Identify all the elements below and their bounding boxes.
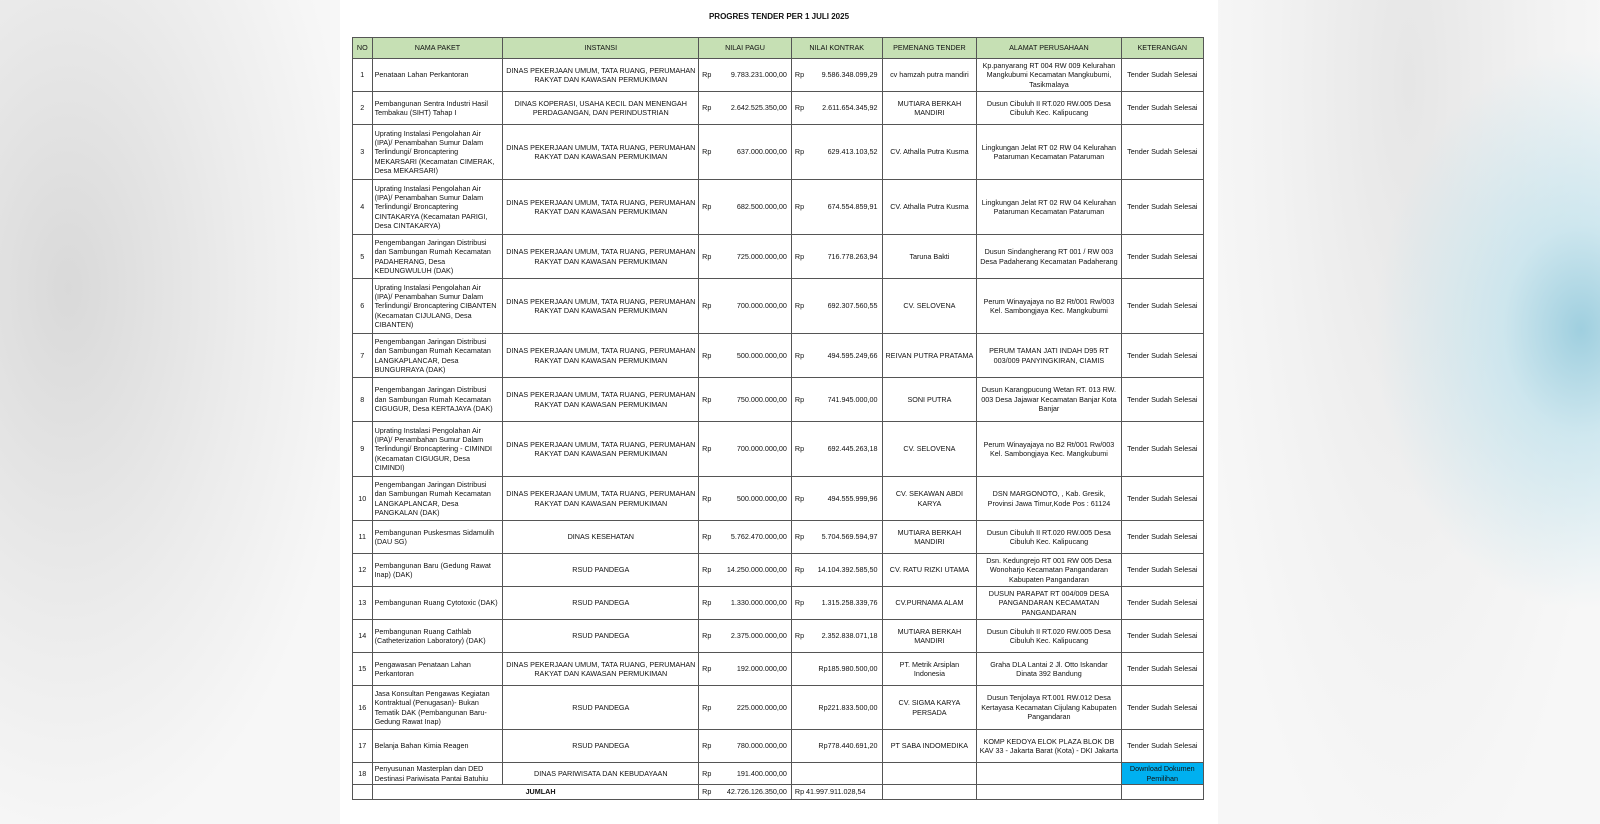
cell-nilai-pagu-wrap: [699, 741, 791, 750]
cell-nilai-kontrak-wrap: [792, 741, 882, 750]
cell-keterangan: Tender Sudah Selesai: [1121, 620, 1203, 653]
cell-instansi: DINAS PEKERJAAN UMUM, TATA RUANG, PERUMAHAN RAKYAT DAN KAWASAN PERMUKIMAN: [503, 235, 699, 279]
cell-instansi: RSUD PANDEGA: [503, 587, 699, 620]
cell-nama-paket: Uprating Instalasi Pengolahan Air (IPA)/ Penambahan Sumur Dalam Terlindungi/ Broncaptering - CIMINDI (Kecamatan CIGUGUR, Desa CIMINDI): [372, 422, 503, 477]
cell-alamat-perusahaan: Dusun Karangpucung Wetan RT. 013 RW. 003 Desa Jajawar Kecamatan Banjar Kota Banjar: [977, 378, 1121, 422]
cell-keterangan: Tender Sudah Selesai: [1121, 125, 1203, 180]
table-row: [353, 587, 1204, 620]
cell-nilai-kontrak: [791, 653, 882, 686]
cell-nilai-kontrak: [791, 521, 882, 554]
cell-instansi: DINAS PEKERJAAN UMUM, TATA RUANG, PERUMAHAN RAKYAT DAN KAWASAN PERMUKIMAN: [503, 59, 699, 92]
cell-nama-paket: Penyusunan Masterplan dan DED Destinasi Pariwisata Pantai Batuhiu: [372, 763, 503, 785]
cell-nama-paket: Penataan Lahan Perkantoran: [372, 59, 503, 92]
table-row: [353, 92, 1204, 125]
cell-nilai-kontrak: [791, 587, 882, 620]
cell-nilai-pagu-value: 191.400.000,00: [736, 768, 787, 778]
cell-nilai-kontrak-wrap: [792, 395, 882, 404]
cell-nilai-kontrak: [791, 477, 882, 521]
cell-nilai-pagu-value: 750.000.000,00: [736, 394, 787, 404]
total-nilai-kontrak-value: Rp 41.997.911.028,54: [794, 787, 866, 797]
cell-pemenang-tender: CV. SELOVENA: [882, 422, 977, 477]
total-cell-no: [353, 785, 373, 800]
cell-nilai-kontrak-currency: Rp: [794, 565, 805, 575]
cell-nilai-pagu: [699, 477, 792, 521]
total-nilai-pagu-value: 42.726.126.350,00: [726, 787, 787, 797]
cell-nilai-pagu-wrap: [699, 147, 791, 156]
cell-nilai-kontrak-wrap: [792, 351, 882, 360]
cell-nilai-kontrak-value: 692.307.560,55: [827, 301, 878, 311]
col-header-alamat-perusahaan: ALAMAT PERUSAHAAN: [977, 38, 1121, 59]
cell-nilai-pagu-value: 682.500.000,00: [736, 202, 787, 212]
cell-nilai-pagu-value: 500.000.000,00: [736, 350, 787, 360]
cell-nilai-pagu: [699, 554, 792, 587]
cell-nilai-kontrak-currency: Rp: [794, 202, 805, 212]
cell-nilai-pagu-wrap: [699, 103, 791, 112]
cell-nilai-kontrak-wrap: [792, 70, 882, 79]
cell-pemenang-tender: MUTIARA BERKAH MANDIRI: [882, 521, 977, 554]
table-row: [353, 620, 1204, 653]
cell-nilai-pagu: [699, 334, 792, 378]
cell-nilai-kontrak-value: 2.352.838.071,18: [821, 631, 878, 641]
table-row: [353, 554, 1204, 587]
cell-no: 8: [353, 378, 373, 422]
cell-nilai-kontrak-value: 494.595.249,66: [827, 350, 878, 360]
cell-nilai-pagu-value: 192.000.000,00: [736, 664, 787, 674]
total-label: JUMLAH: [372, 785, 699, 800]
total-cell-alamat: [977, 785, 1121, 800]
cell-nilai-pagu-currency: Rp: [702, 394, 712, 404]
cell-nilai-pagu-value: 725.000.000,00: [736, 251, 787, 261]
cell-instansi: DINAS PARIWISATA DAN KEBUDAYAAN: [503, 763, 699, 785]
col-header-nilai-kontrak: NILAI KONTRAK: [791, 38, 882, 59]
cell-nilai-pagu-value: 780.000.000,00: [736, 741, 787, 751]
table-row: [353, 686, 1204, 730]
cell-nama-paket: Pembangunan Ruang Cathlab (Catheterization Laboratory) (DAK): [372, 620, 503, 653]
cell-nilai-pagu-wrap: [699, 252, 791, 261]
cell-nilai-kontrak: [791, 686, 882, 730]
cell-alamat-perusahaan: Dusun Cibuluh II RT.020 RW.005 Desa Cibuluh Kec. Kalipucang: [977, 620, 1121, 653]
cell-nilai-kontrak-value: 692.445.263,18: [827, 444, 878, 454]
total-cell-pemenang: [882, 785, 977, 800]
total-nilai-kontrak: [791, 785, 882, 800]
cell-alamat-perusahaan: Dusun Cibuluh II RT.020 RW.005 Desa Cibuluh Kec. Kalipucang: [977, 521, 1121, 554]
cell-nilai-kontrak-currency: Rp: [794, 532, 805, 542]
cell-no: 13: [353, 587, 373, 620]
cell-nilai-kontrak: [791, 554, 882, 587]
cell-instansi: RSUD PANDEGA: [503, 554, 699, 587]
cell-instansi: DINAS PEKERJAAN UMUM, TATA RUANG, PERUMAHAN RAKYAT DAN KAWASAN PERMUKIMAN: [503, 477, 699, 521]
table-row: [353, 730, 1204, 763]
cell-pemenang-tender: MUTIARA BERKAH MANDIRI: [882, 620, 977, 653]
cell-keterangan: Tender Sudah Selesai: [1121, 653, 1203, 686]
cell-nama-paket: Belanja Bahan Kimia Reagen: [372, 730, 503, 763]
cell-instansi: DINAS KESEHATAN: [503, 521, 699, 554]
cell-nilai-pagu-value: 5.762.470.000,00: [730, 532, 787, 542]
cell-pemenang-tender: CV. SEKAWAN ABDI KARYA: [882, 477, 977, 521]
cell-nilai-pagu-wrap: [699, 70, 791, 79]
total-row: [353, 785, 1204, 800]
page-title: PROGRES TENDER PER 1 JULI 2025: [708, 12, 850, 21]
cell-nama-paket: Uprating Instalasi Pengolahan Air (IPA)/ Penambahan Sumur Dalam Terlindungi/ Broncaptering CINTAKARYA (Kecamatan PARIGI, Desa CINTAKARYA): [372, 180, 503, 235]
cell-nilai-pagu-currency: Rp: [702, 301, 712, 311]
cell-nilai-pagu-value: 700.000.000,00: [736, 444, 787, 454]
cell-nilai-pagu-currency: Rp: [702, 664, 712, 674]
cell-alamat-perusahaan: Dusun Sindangherang RT 001 / RW 003 Desa Padaherang Kecamatan Padaherang: [977, 235, 1121, 279]
cell-nilai-pagu-wrap: [699, 395, 791, 404]
cell-nilai-pagu: [699, 422, 792, 477]
cell-nilai-pagu: [699, 587, 792, 620]
cell-nilai-pagu-currency: Rp: [702, 631, 712, 641]
cell-nilai-kontrak-value: Rp185.980.500,00: [818, 664, 878, 674]
cell-nilai-pagu-value: 1.330.000.000,00: [730, 598, 787, 608]
cell-nilai-pagu-currency: Rp: [702, 702, 712, 712]
cell-keterangan: Tender Sudah Selesai: [1121, 477, 1203, 521]
cell-nilai-pagu: [699, 763, 792, 785]
cell-nilai-pagu-wrap: [699, 769, 791, 778]
cell-nilai-kontrak-currency: Rp: [794, 103, 805, 113]
cell-alamat-perusahaan: PERUM TAMAN JATI INDAH D95 RT 003/009 PANYINGKIRAN, CIAMIS: [977, 334, 1121, 378]
cell-instansi: DINAS PEKERJAAN UMUM, TATA RUANG, PERUMAHAN RAKYAT DAN KAWASAN PERMUKIMAN: [503, 653, 699, 686]
cell-alamat-perusahaan: Kp.panyarang RT 004 RW 009 Kelurahan Mangkubumi Kecamatan Mangkubumi, Tasikmalaya: [977, 59, 1121, 92]
table-row: [353, 334, 1204, 378]
cell-no: 11: [353, 521, 373, 554]
header-row: [353, 38, 1204, 59]
tender-table: [352, 37, 1204, 800]
cell-nama-paket: Pembangunan Ruang Cytotoxic (DAK): [372, 587, 503, 620]
cell-nama-paket: Uprating Instalasi Pengolahan Air (IPA)/ Penambahan Sumur Dalam Terlindungi/ Broncaptering MEKARSARI (Kecamatan CIMERAK, Desa MEKARSARI): [372, 125, 503, 180]
cell-pemenang-tender: CV.PURNAMA ALAM: [882, 587, 977, 620]
cell-nilai-kontrak-value: 2.611.654.345,92: [822, 103, 878, 113]
cell-nilai-pagu-value: 14.250.000.000,00: [726, 565, 787, 575]
cell-nilai-kontrak-wrap: [792, 703, 882, 712]
cell-alamat-perusahaan: [977, 763, 1121, 785]
cell-keterangan: Tender Sudah Selesai: [1121, 92, 1203, 125]
cell-pemenang-tender: SONI PUTRA: [882, 378, 977, 422]
cell-keterangan: Tender Sudah Selesai: [1121, 730, 1203, 763]
cell-nilai-pagu-wrap: [699, 351, 791, 360]
cell-alamat-perusahaan: Lingkungan Jelat RT 02 RW 04 Kelurahan Pataruman Kecamatan Pataruman: [977, 125, 1121, 180]
cell-nilai-pagu: [699, 686, 792, 730]
cell-no: 18: [353, 763, 373, 785]
cell-alamat-perusahaan: Dusun Cibuluh II RT.020 RW.005 Desa Cibuluh Kec. Kalipucang: [977, 92, 1121, 125]
cell-nilai-kontrak-value: 9.586.348.099,29: [821, 70, 878, 80]
cell-nilai-pagu-value: 700.000.000,00: [736, 301, 787, 311]
cell-keterangan: Tender Sudah Selesai: [1121, 686, 1203, 730]
cell-nilai-pagu-value: 2.375.000.000,00: [730, 631, 787, 641]
cell-no: 10: [353, 477, 373, 521]
cell-nilai-kontrak-currency: Rp: [794, 70, 805, 80]
total-nilai-pagu: [699, 785, 792, 800]
cell-instansi: DINAS PEKERJAAN UMUM, TATA RUANG, PERUMAHAN RAKYAT DAN KAWASAN PERMUKIMAN: [503, 334, 699, 378]
cell-nilai-kontrak: [791, 334, 882, 378]
cell-nilai-pagu-wrap: [699, 202, 791, 211]
cell-nilai-pagu-value: 500.000.000,00: [736, 493, 787, 503]
download-dokumen-link[interactable]: Download Dokumen Pemilihan: [1121, 763, 1203, 785]
cell-nilai-pagu-currency: Rp: [702, 565, 712, 575]
cell-pemenang-tender: Taruna Bakti: [882, 235, 977, 279]
cell-nama-paket: Pengembangan Jaringan Distribusi dan Sambungan Rumah Kecamatan PADAHERANG, Desa KEDUNGWULUH (DAK): [372, 235, 503, 279]
cell-nilai-pagu: [699, 378, 792, 422]
cell-nilai-pagu: [699, 125, 792, 180]
cell-no: 1: [353, 59, 373, 92]
cell-nilai-kontrak-wrap: [792, 147, 882, 156]
table-row: [353, 521, 1204, 554]
cell-keterangan: Tender Sudah Selesai: [1121, 554, 1203, 587]
cell-nama-paket: Pengawasan Penataan Lahan Perkantoran: [372, 653, 503, 686]
cell-instansi: DINAS PEKERJAAN UMUM, TATA RUANG, PERUMAHAN RAKYAT DAN KAWASAN PERMUKIMAN: [503, 180, 699, 235]
table-row: [353, 125, 1204, 180]
cell-nilai-pagu: [699, 92, 792, 125]
cell-nilai-pagu-currency: Rp: [702, 202, 712, 212]
document-page: [340, 0, 1218, 824]
cell-nilai-kontrak-value: 674.554.859,91: [827, 202, 878, 212]
background-right: [1218, 0, 1600, 824]
cell-nilai-pagu-currency: Rp: [702, 741, 712, 751]
cell-nilai-kontrak-currency: Rp: [794, 394, 805, 404]
cell-instansi: RSUD PANDEGA: [503, 686, 699, 730]
cell-nilai-pagu: [699, 235, 792, 279]
cell-no: 7: [353, 334, 373, 378]
cell-nilai-kontrak-wrap: [792, 103, 882, 112]
cell-nilai-pagu-currency: Rp: [702, 147, 712, 157]
cell-no: 14: [353, 620, 373, 653]
cell-nama-paket: Uprating Instalasi Pengolahan Air (IPA)/ Penambahan Sumur Dalam Terlindungi/ Broncaptering CIBANTEN (Kecamatan CIJULANG, Desa CIBANTEN): [372, 279, 503, 334]
cell-nilai-pagu-wrap: [699, 532, 791, 541]
cell-nilai-pagu: [699, 521, 792, 554]
cell-nilai-kontrak: [791, 125, 882, 180]
table-row: [353, 235, 1204, 279]
cell-nilai-pagu-wrap: [699, 631, 791, 640]
cell-no: 2: [353, 92, 373, 125]
col-header-pemenang-tender: PEMENANG TENDER: [882, 38, 977, 59]
cell-nilai-kontrak: [791, 180, 882, 235]
cell-nilai-pagu-value: 637.000.000,00: [736, 147, 787, 157]
cell-nilai-pagu-currency: Rp: [702, 493, 712, 503]
cell-instansi: DINAS PEKERJAAN UMUM, TATA RUANG, PERUMAHAN RAKYAT DAN KAWASAN PERMUKIMAN: [503, 422, 699, 477]
total-nilai-kontrak-wrap: [792, 787, 882, 796]
cell-nilai-kontrak-value: Rp778.440.691,20: [818, 741, 878, 751]
cell-nilai-kontrak: [791, 92, 882, 125]
cell-nilai-pagu-value: 9.783.231.000,00: [730, 70, 787, 80]
cell-nilai-pagu-currency: Rp: [702, 70, 712, 80]
cell-nilai-kontrak-wrap: [792, 664, 882, 673]
total-cell-keterangan: [1121, 785, 1203, 800]
cell-keterangan: Tender Sudah Selesai: [1121, 587, 1203, 620]
table-row: [353, 279, 1204, 334]
cell-instansi: RSUD PANDEGA: [503, 620, 699, 653]
cell-pemenang-tender: CV. SIGMA KARYA PERSADA: [882, 686, 977, 730]
cell-nama-paket: Pengembangan Jaringan Distribusi dan Sambungan Rumah Kecamatan LANGKAPLANCAR, Desa PANGKALAN (DAK): [372, 477, 503, 521]
cell-nilai-kontrak-value: 14.104.392.585,50: [817, 565, 878, 575]
cell-alamat-perusahaan: DUSUN PARAPAT RT 004/009 DESA PANGANDARAN KECAMATAN PANGANDARAN: [977, 587, 1121, 620]
cell-keterangan: Tender Sudah Selesai: [1121, 279, 1203, 334]
col-header-instansi: INSTANSI: [503, 38, 699, 59]
cell-nilai-kontrak-value: 5.704.569.594,97: [821, 532, 878, 542]
cell-no: 17: [353, 730, 373, 763]
cell-nilai-kontrak: [791, 279, 882, 334]
cell-nilai-kontrak-currency: Rp: [794, 301, 805, 311]
cell-nilai-kontrak: [791, 59, 882, 92]
cell-nilai-kontrak-wrap: [792, 565, 882, 574]
table-row: [353, 378, 1204, 422]
cell-nama-paket: Pengembangan Jaringan Distribusi dan Sambungan Rumah Kecamatan CIGUGUR, Desa KERTAJAYA (DAK): [372, 378, 503, 422]
cell-alamat-perusahaan: Perum Winayajaya no B2 Rt/001 Rw/003 Kel. Sambongjaya Kec. Mangkubumi: [977, 279, 1121, 334]
cell-nilai-kontrak-wrap: [792, 532, 882, 541]
cell-no: 12: [353, 554, 373, 587]
cell-nilai-kontrak-value: Rp221.833.500,00: [818, 702, 878, 712]
cell-nilai-pagu-currency: Rp: [702, 251, 712, 261]
col-header-nama-paket: NAMA PAKET: [372, 38, 503, 59]
cell-alamat-perusahaan: Perum Winayajaya no B2 Rt/001 Rw/003 Kel. Sambongjaya Kec. Mangkubumi: [977, 422, 1121, 477]
cell-pemenang-tender: CV. RATU RIZKI UTAMA: [882, 554, 977, 587]
cell-instansi: DINAS KOPERASI, USAHA KECIL DAN MENENGAH PERDAGANGAN, DAN PERINDUSTRIAN: [503, 92, 699, 125]
cell-nilai-kontrak-wrap: [792, 598, 882, 607]
cell-nama-paket: Pembangunan Puskesmas Sidamulih (DAU SG): [372, 521, 503, 554]
cell-nilai-kontrak-currency: Rp: [794, 350, 805, 360]
cell-nilai-kontrak-value: 629.413.103,52: [827, 147, 878, 157]
cell-nilai-kontrak: [791, 235, 882, 279]
cell-alamat-perusahaan: Dusun Tenjolaya RT.001 RW.012 Desa Kertayasa Kecamatan Cijulang Kabupaten Pangandaran: [977, 686, 1121, 730]
cell-nilai-pagu-value: 225.000.000,00: [736, 702, 787, 712]
cell-keterangan: Tender Sudah Selesai: [1121, 59, 1203, 92]
cell-instansi: RSUD PANDEGA: [503, 730, 699, 763]
cell-pemenang-tender: CV. Athalla Putra Kusma: [882, 125, 977, 180]
cell-pemenang-tender: CV. SELOVENA: [882, 279, 977, 334]
cell-nilai-pagu-wrap: [699, 301, 791, 310]
cell-nilai-pagu-currency: Rp: [702, 103, 712, 113]
table-row: [353, 653, 1204, 686]
cell-instansi: DINAS PEKERJAAN UMUM, TATA RUANG, PERUMAHAN RAKYAT DAN KAWASAN PERMUKIMAN: [503, 378, 699, 422]
cell-nilai-kontrak: [791, 620, 882, 653]
cell-pemenang-tender: cv hamzah putra mandiri: [882, 59, 977, 92]
cell-nilai-pagu: [699, 653, 792, 686]
cell-nilai-kontrak-currency: Rp: [794, 598, 805, 608]
cell-nama-paket: Pembangunan Sentra Industri Hasil Tembakau (SIHT) Tahap I: [372, 92, 503, 125]
cell-nilai-kontrak-value: 494.555.999,96: [827, 493, 878, 503]
cell-nilai-kontrak-currency: Rp: [794, 444, 805, 454]
cell-keterangan: Tender Sudah Selesai: [1121, 334, 1203, 378]
cell-nilai-pagu-currency: Rp: [702, 598, 712, 608]
cell-nilai-kontrak: [791, 378, 882, 422]
cell-nilai-kontrak-currency: Rp: [794, 251, 805, 261]
col-header-keterangan: KETERANGAN: [1121, 38, 1203, 59]
cell-no: 15: [353, 653, 373, 686]
cell-no: 3: [353, 125, 373, 180]
cell-nilai-kontrak-wrap: [792, 631, 882, 640]
cell-no: 16: [353, 686, 373, 730]
cell-nilai-pagu: [699, 620, 792, 653]
table-row: [353, 763, 1204, 785]
cell-instansi: DINAS PEKERJAAN UMUM, TATA RUANG, PERUMAHAN RAKYAT DAN KAWASAN PERMUKIMAN: [503, 125, 699, 180]
cell-pemenang-tender: MUTIARA BERKAH MANDIRI: [882, 92, 977, 125]
col-header-no: NO: [353, 38, 373, 59]
cell-keterangan: Tender Sudah Selesai: [1121, 180, 1203, 235]
cell-no: 6: [353, 279, 373, 334]
cell-no: 5: [353, 235, 373, 279]
cell-nilai-pagu-wrap: [699, 494, 791, 503]
cell-instansi: DINAS PEKERJAAN UMUM, TATA RUANG, PERUMAHAN RAKYAT DAN KAWASAN PERMUKIMAN: [503, 279, 699, 334]
cell-keterangan: Tender Sudah Selesai: [1121, 422, 1203, 477]
cell-alamat-perusahaan: Lingkungan Jelat RT 02 RW 04 Kelurahan Pataruman Kecamatan Pataruman: [977, 180, 1121, 235]
table-row: [353, 59, 1204, 92]
cell-nilai-kontrak-value: 741.945.000,00: [827, 394, 878, 404]
total-nilai-pagu-currency: Rp: [702, 787, 712, 797]
cell-nilai-pagu-currency: Rp: [702, 768, 712, 778]
cell-nama-paket: Pembangunan Baru (Gedung Rawat Inap) (DAK): [372, 554, 503, 587]
cell-pemenang-tender: [882, 763, 977, 785]
cell-nama-paket: Jasa Konsultan Pengawas Kegiatan Kontraktual (Penugasan)- Bukan Tematik DAK (Pembangunan Baru-Gedung Rawat Inap): [372, 686, 503, 730]
cell-nilai-pagu-currency: Rp: [702, 444, 712, 454]
cell-nilai-kontrak-wrap: [792, 202, 882, 211]
cell-nilai-pagu: [699, 180, 792, 235]
cell-nilai-kontrak: [791, 730, 882, 763]
background-left: [0, 0, 340, 824]
cell-nilai-pagu: [699, 59, 792, 92]
cell-no: 9: [353, 422, 373, 477]
cell-nilai-pagu-wrap: [699, 664, 791, 673]
cell-nilai-kontrak: [791, 422, 882, 477]
cell-pemenang-tender: REIVAN PUTRA PRATAMA: [882, 334, 977, 378]
cell-alamat-perusahaan: Graha DLA Lantai 2 Jl. Otto Iskandar Dinata 392 Bandung: [977, 653, 1121, 686]
cell-alamat-perusahaan: Dsn. Kedungrejo RT 001 RW 005 Desa Wonoharjo Kecamatan Pangandaran Kabupaten Pangandaran: [977, 554, 1121, 587]
cell-nilai-kontrak-currency: Rp: [794, 147, 805, 157]
cell-nama-paket: Pengembangan Jaringan Distribusi dan Sambungan Rumah Kecamatan LANGKAPLANCAR, Desa BUNGURRAYA (DAK): [372, 334, 503, 378]
cell-nilai-pagu-wrap: [699, 598, 791, 607]
cell-nilai-kontrak-wrap: [792, 252, 882, 261]
table-row: [353, 180, 1204, 235]
cell-alamat-perusahaan: KOMP KEDOYA ELOK PLAZA BLOK DB KAV 33 - Jakarta Barat (Kota) - DKI Jakarta: [977, 730, 1121, 763]
cell-pemenang-tender: CV. Athalla Putra Kusma: [882, 180, 977, 235]
cell-keterangan: Tender Sudah Selesai: [1121, 378, 1203, 422]
cell-nilai-kontrak-value: 1.315.258.339,76: [821, 598, 878, 608]
cell-nilai-pagu-wrap: [699, 703, 791, 712]
total-nilai-pagu-wrap: [699, 787, 791, 796]
cell-nilai-pagu-currency: Rp: [702, 350, 712, 360]
cell-pemenang-tender: PT SABA INDOMEDIKA: [882, 730, 977, 763]
table-row: [353, 477, 1204, 521]
cell-nilai-pagu-value: 2.642.525.350,00: [730, 103, 787, 113]
cell-nilai-kontrak-currency: Rp: [794, 631, 805, 641]
cell-nilai-pagu-currency: Rp: [702, 532, 712, 542]
cell-pemenang-tender: PT. Metrik Arsiplan Indonesia: [882, 653, 977, 686]
cell-nilai-kontrak-wrap: [792, 444, 882, 453]
cell-alamat-perusahaan: DSN MARGONOTO, , Kab. Gresik, Provinsi Jawa Timur,Kode Pos : 61124: [977, 477, 1121, 521]
cell-no: 4: [353, 180, 373, 235]
table-row: [353, 422, 1204, 477]
cell-nilai-kontrak-currency: Rp: [794, 493, 805, 503]
cell-nilai-pagu: [699, 730, 792, 763]
cell-nilai-pagu-wrap: [699, 565, 791, 574]
cell-nilai-kontrak-wrap: [792, 494, 882, 503]
cell-keterangan: Tender Sudah Selesai: [1121, 521, 1203, 554]
cell-nilai-pagu: [699, 279, 792, 334]
cell-keterangan: Tender Sudah Selesai: [1121, 235, 1203, 279]
cell-nilai-kontrak: [791, 763, 882, 785]
col-header-nilai-pagu: NILAI PAGU: [699, 38, 792, 59]
cell-nilai-kontrak-value: 716.778.263,94: [827, 251, 878, 261]
cell-nilai-kontrak-wrap: [792, 301, 882, 310]
cell-nilai-pagu-wrap: [699, 444, 791, 453]
